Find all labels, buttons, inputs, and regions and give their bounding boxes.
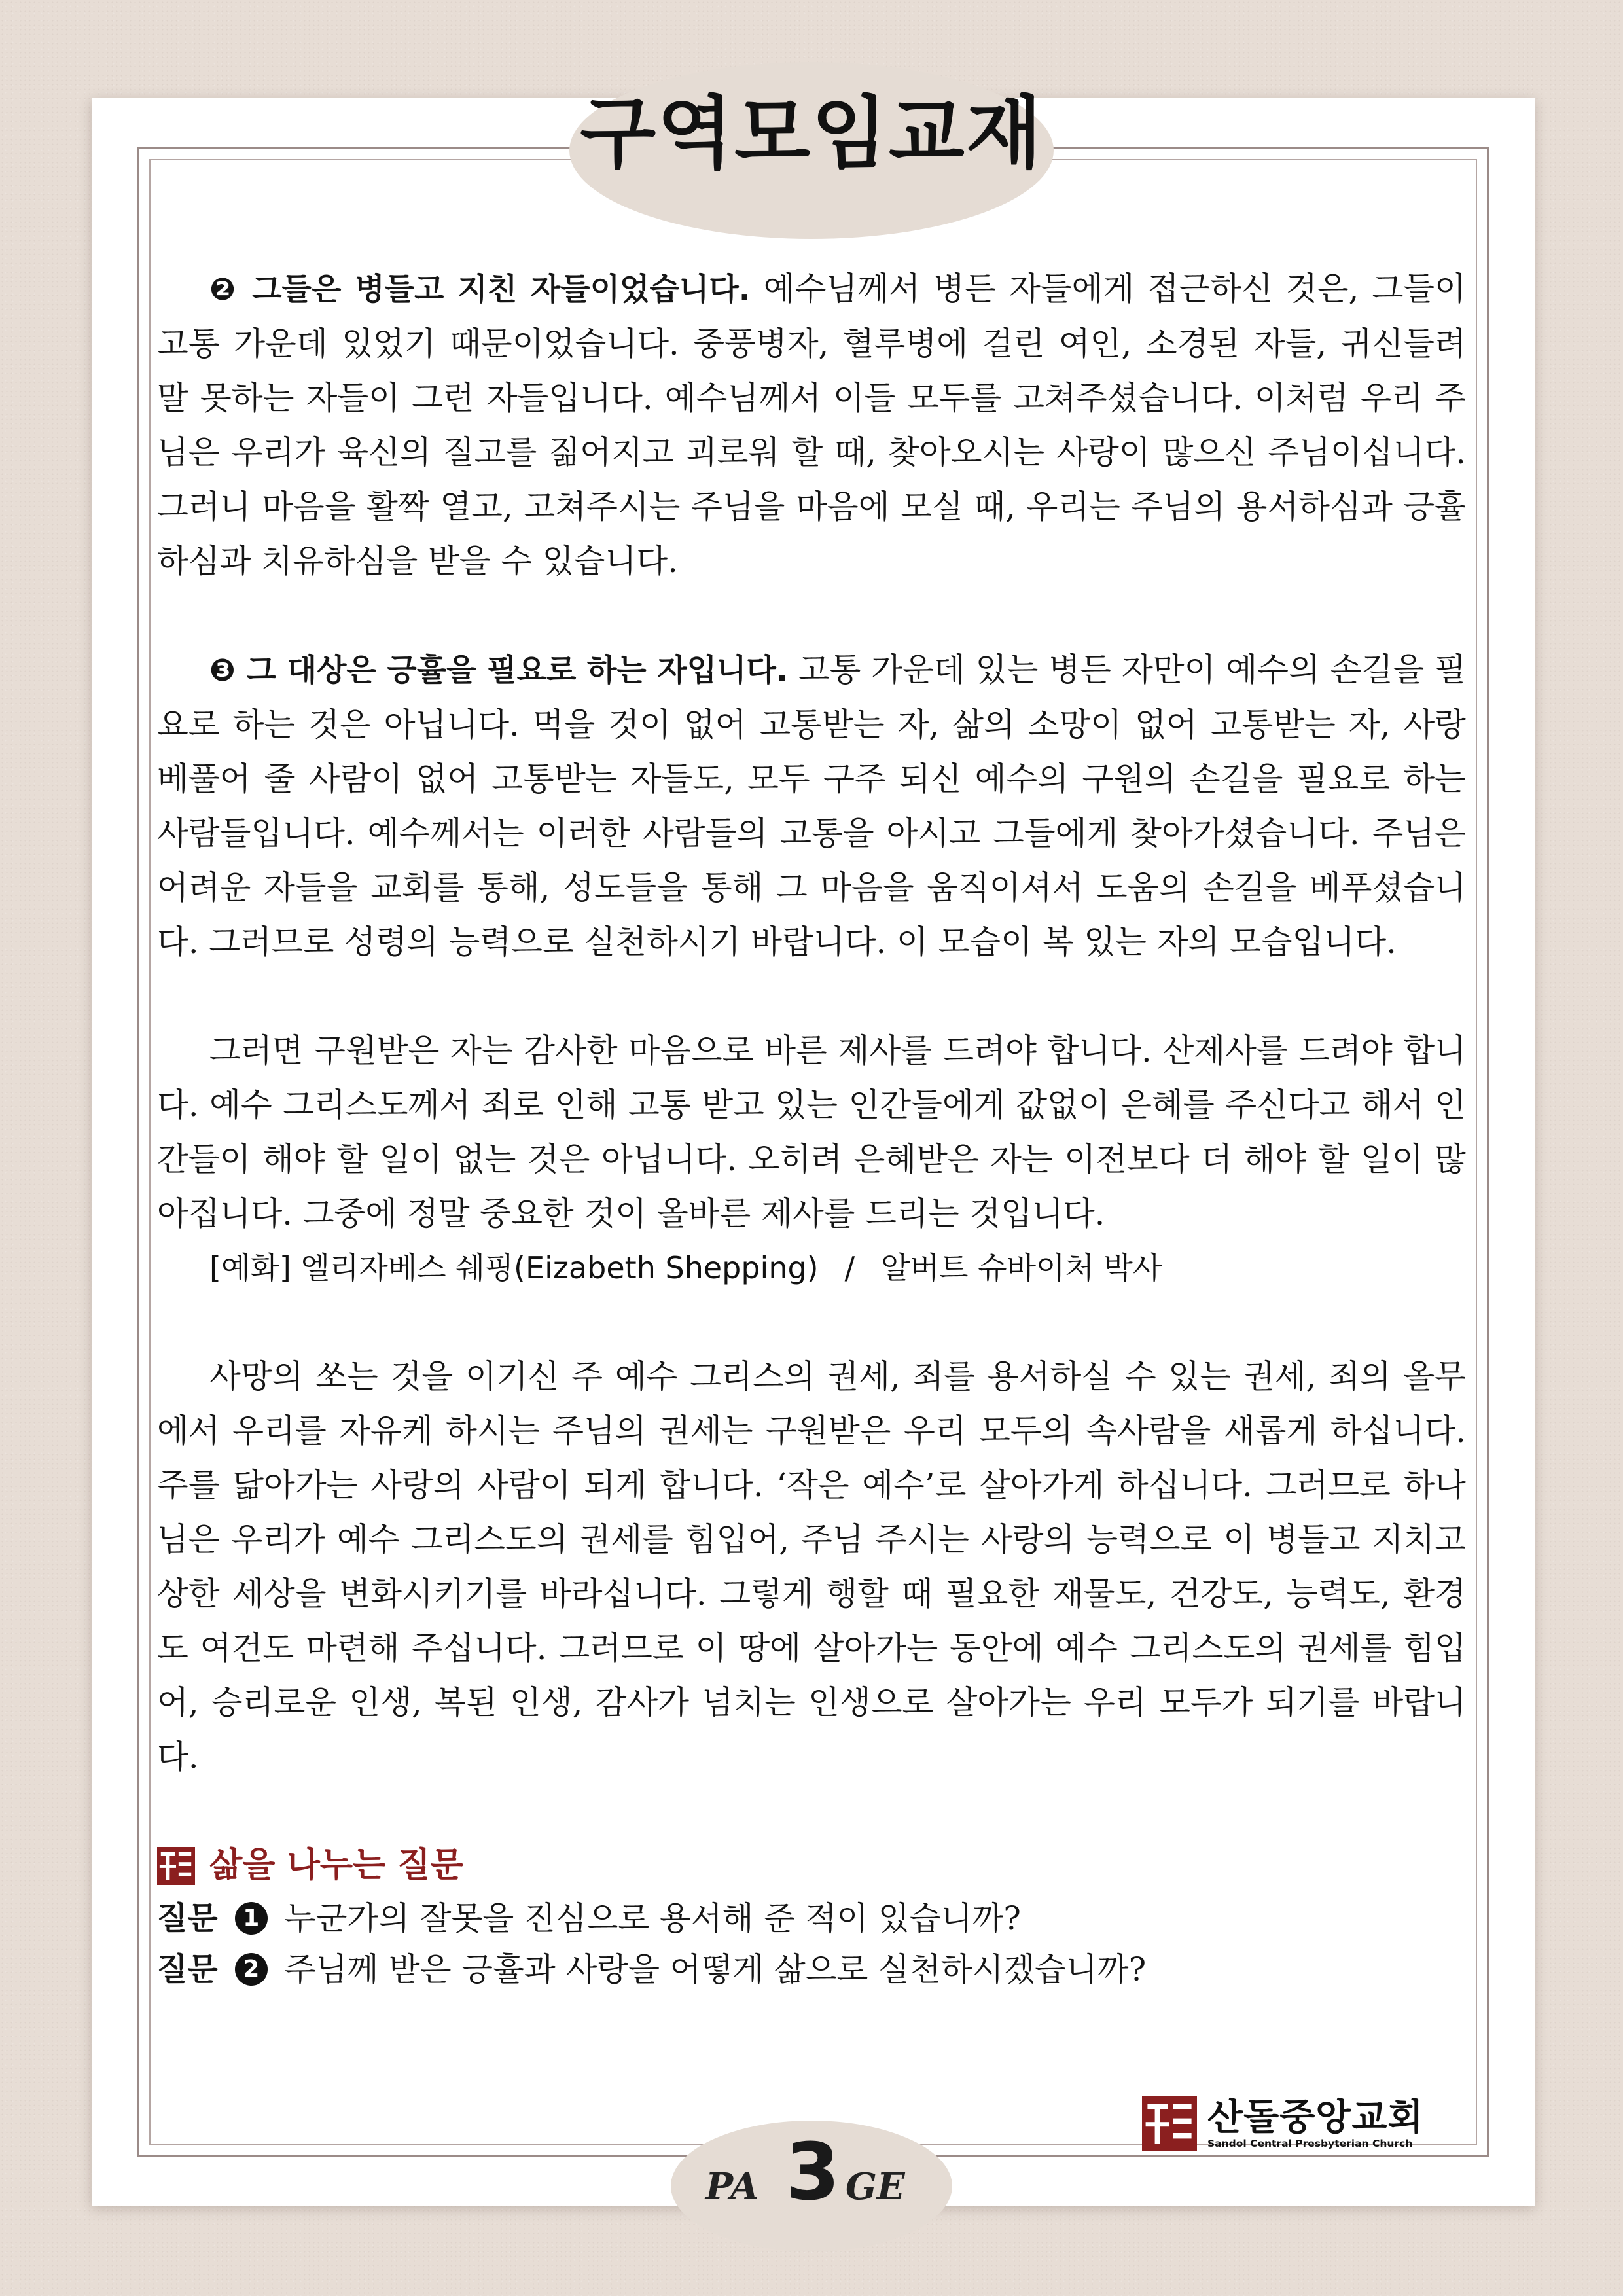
paragraph-lead: ❸ 그 대상은 긍휼을 필요로 하는 자입니다. <box>209 653 788 689</box>
question-text: 누군가의 잘못을 진심으로 용서해 준 적이 있습니까? <box>284 1899 1021 1937</box>
main-content <box>157 262 1466 1995</box>
illustration-right: 알버트 슈바이처 박사 <box>881 1250 1162 1285</box>
paragraph-text: 그러면 구원받은 자는 감사한 마음으로 바른 제사를 드려야 합니다. 산제사를 드려야 합니다. 예수 그리스도께서 죄로 인해 고통 받고 있는 인간들에게 값없이 은혜를 주신다고 해서 인간들이 해야 할 일이 없는 것은 아닙니다. 오히려 은혜받은 자는 이전보다 더 해야 할 일이 많아집니다. 그중에 정말 중요한 것이 올바른 제사를 드리는 것입니다. <box>157 1031 1466 1232</box>
paragraph-2 <box>157 262 1466 588</box>
paragraph-offering <box>157 1024 1466 1241</box>
illustration-left: [예화] 엘리자베스 쉐핑(Eizabeth Shepping) <box>209 1250 819 1285</box>
question-row <box>157 1893 1466 1944</box>
church-name: 산돌중앙교회 <box>1207 2096 1424 2139</box>
paragraph-lead: ❷ 그들은 병들고 지친 자들이었습니다. <box>209 272 751 308</box>
illustration-reference <box>157 1241 1466 1295</box>
paragraph-3 <box>157 643 1466 969</box>
questions-header <box>157 1839 1466 1893</box>
church-text <box>1207 2098 1424 2149</box>
church-brand <box>1142 2091 1482 2157</box>
page-word-suffix: GE <box>846 2165 905 2208</box>
questions-title: 삶을 나누는 질문 <box>209 1846 463 1885</box>
paragraph-text: 예수님께서 병든 자들에게 접근하신 것은, 그들이 고통 가운데 있었기 때문이었습니다. 중풍병자, 혈루병에 걸린 여인, 소경된 자들, 귀신들려 말 못하는 자들이 그런 자들입니다. 예수님께서 이들 모두를 고쳐주셨습니다. 이처럼 우리 주님은 우리가 육신의 질고를 짊어지고 괴로워 할 때, 찾아오시는 사랑이 많으신 주님이십니다. 그러니 마음을 활짝 열고, 고쳐주시는 주님을 마음에 모실 때, 우리는 주님의 용서하심과 긍휼하심과 치유하심을 받을 수 있습니다. <box>157 270 1466 580</box>
question-label: 질문 <box>157 1900 218 1937</box>
church-english-name: Sandol Central Presbyterian Church <box>1207 2138 1413 2149</box>
paragraph-text: 고통 가운데 있는 병든 자만이 예수의 손길을 필요로 하는 것은 아닙니다. 먹을 것이 없어 고통받는 자, 삶의 소망이 없어 고통받는 자, 사랑 베풀어 줄 사람이 없어 고통받는 자들도, 모두 구주 되신 예수의 구원의 손길을 필요로 하는 사람들입니다. 예수께서는 이러한 사람들의 고통을 아시고 그들에게 찾아가셨습니다. 주님은 어려운 자들을 교회를 통해, 성도들을 통해 그 마음을 움직이셔서 도움의 손길을 베푸셨습니다. 그러므로 성령의 능력으로 실천하시기 바랍니다. 이 모습이 복 있는 자의 모습입니다. <box>157 651 1466 961</box>
paragraph-text: 사망의 쏘는 것을 이기신 주 예수 그리스의 권세, 죄를 용서하실 수 있는 권세, 죄의 올무에서 우리를 자유케 하시는 주님의 권세는 구원받은 우리 모두의 속사람을 새롭게 하십니다. 주를 닮아가는 사랑의 사람이 되게 합니다. ‘작은 예수’로 살아가게 하십니다. 그러므로 하나님은 우리가 예수 그리스도의 권세를 힘입어, 주님 주시는 사랑의 능력으로 이 병들고 지치고 상한 세상을 변화시키기를 바라십니다. 그렇게 행할 때 필요한 재물도, 건강도, 능력도, 환경도 여건도 마련해 주십니다. 그러므로 이 땅에 살아가는 동안에 예수 그리스도의 권세를 힘입어, 승리로운 인생, 복된 인생, 감사가 넘치는 인생으로 살아가는 우리 모두가 되기를 바랍니다. <box>157 1357 1466 1776</box>
page-title: 구역모임교재 <box>580 88 1043 179</box>
question-number: 1 <box>235 1902 268 1935</box>
illustration-separator: / <box>844 1250 855 1285</box>
page-word-prefix: PA <box>705 2165 759 2208</box>
church-logo-icon <box>157 1847 195 1885</box>
question-label: 질문 <box>157 1951 218 1988</box>
question-number: 2 <box>235 1953 268 1986</box>
question-row <box>157 1944 1466 1995</box>
page-number: 3 <box>785 2127 840 2218</box>
question-text: 주님께 받은 긍휼과 사랑을 어떻게 삶으로 실천하시겠습니까? <box>284 1950 1147 1988</box>
church-logo-icon <box>1142 2096 1197 2151</box>
paragraph-authority <box>157 1350 1466 1784</box>
